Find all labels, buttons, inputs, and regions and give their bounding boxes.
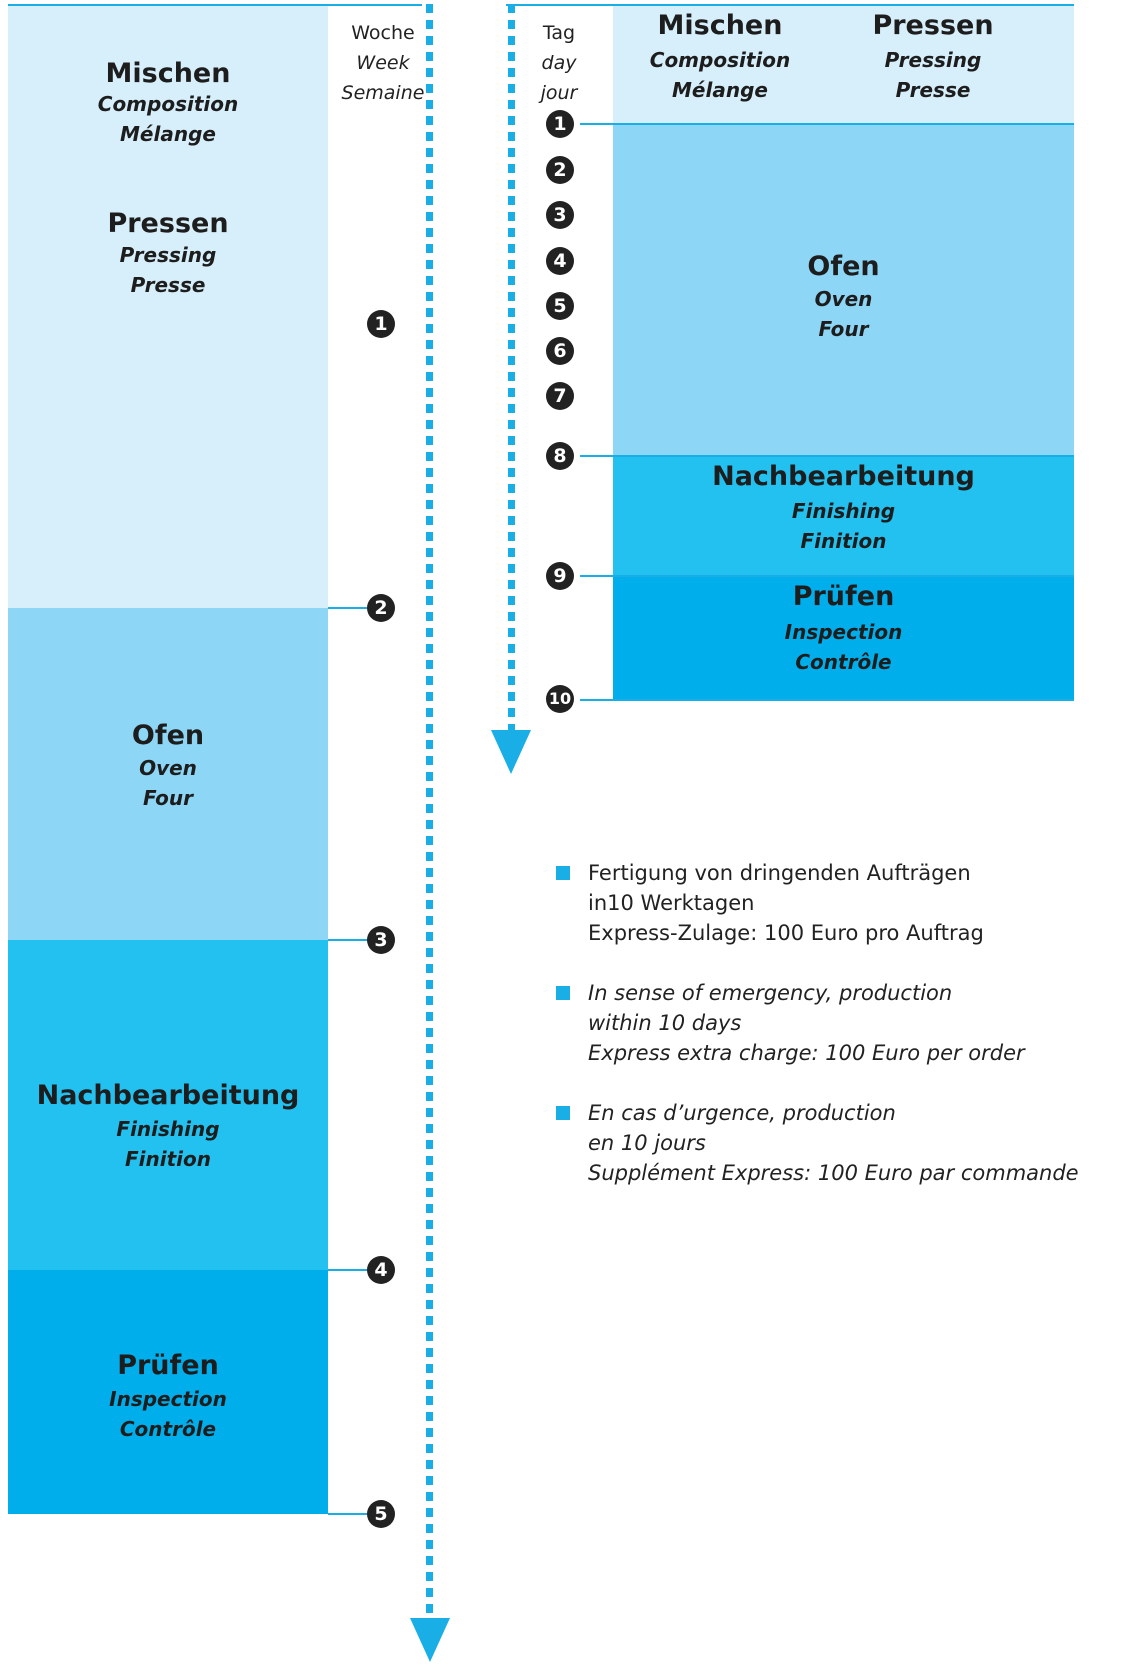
right-marker-8: 8 [546, 442, 574, 470]
left-finishing-fr: Finition [124, 1147, 211, 1171]
right-oven-fr: Four [818, 317, 869, 341]
right-press-title: Pressen [872, 10, 994, 41]
note-fr-line1: En cas d’urgence, production [588, 1101, 896, 1125]
left-connector-3 [328, 939, 368, 941]
left-inspection-fr: Contrôle [119, 1417, 217, 1441]
right-axis-label [528, 18, 590, 108]
right-axis-de: Tag [542, 22, 576, 44]
left-marker-2: 2 [367, 594, 395, 622]
left-oven-en: Oven [139, 756, 197, 780]
left-inspection-title: Prüfen [117, 1350, 219, 1381]
right-marker-3: 3 [546, 201, 574, 229]
left-mix-fr: Mélange [120, 122, 216, 146]
right-mix-block [613, 6, 827, 124]
right-oven-en: Oven [814, 287, 873, 311]
right-marker-2: 2 [546, 156, 574, 184]
right-finishing-fr: Finition [800, 529, 887, 553]
left-mix-title: Mischen [105, 58, 231, 89]
right-axis-fr: jour [540, 82, 578, 104]
left-oven-fr: Four [143, 786, 193, 810]
right-inspection-fr: Contrôle [795, 650, 892, 674]
right-marker-7: 7 [546, 382, 574, 410]
left-marker-5: 5 [367, 1500, 395, 1528]
note-de-line3: Express-Zulage: 100 Euro pro Auftrag [588, 921, 984, 945]
right-finishing-title: Nachbearbeitung [712, 461, 975, 492]
left-press-en: Pressing [119, 243, 217, 267]
left-band-inspection [8, 1270, 328, 1514]
left-connector-5 [328, 1513, 368, 1515]
note-fr-line2: en 10 jours [588, 1131, 706, 1155]
left-connector-2 [328, 607, 368, 609]
right-axis-arrow [491, 730, 531, 774]
left-axis-fr: Semaine [341, 82, 425, 104]
bullet-square-icon [556, 866, 570, 880]
right-finishing-en: Finishing [791, 499, 896, 523]
left-axis-en: Week [356, 52, 410, 74]
note-fr-line3: Supplément Express: 100 Euro par commande [588, 1161, 1079, 1185]
right-mix-fr: Mélange [672, 78, 768, 102]
right-marker-6: 6 [546, 337, 574, 365]
left-connector-4 [328, 1269, 368, 1271]
left-marker-4: 4 [367, 1256, 395, 1284]
left-press-title: Pressen [107, 208, 229, 239]
right-band-inspection [613, 577, 1074, 700]
left-band-finishing [8, 940, 328, 1270]
right-mix-title: Mischen [657, 10, 783, 41]
note-en-line2: within 10 days [588, 1011, 742, 1035]
right-marker-1: 1 [546, 110, 574, 138]
left-inspection-en: Inspection [109, 1387, 227, 1411]
left-marker-1: 1 [367, 310, 395, 338]
right-band-mix-press [613, 6, 1074, 124]
note-en-line1: In sense of emergency, production [588, 981, 953, 1005]
right-inspection-en: Inspection [784, 620, 903, 644]
right-press-block [827, 6, 1039, 124]
bullet-square-icon [556, 1106, 570, 1120]
left-oven-title: Ofen [131, 720, 205, 751]
left-finishing-title: Nachbearbeitung [36, 1080, 300, 1111]
note-de-line2: in10 Werktagen [588, 891, 755, 915]
left-press-fr: Presse [130, 273, 206, 297]
note-en [588, 978, 1108, 1068]
note-fr [588, 1098, 1108, 1188]
bullet-square-icon [556, 986, 570, 1000]
left-axis-de: Woche [351, 22, 415, 44]
right-press-en: Pressing [884, 48, 982, 72]
left-axis-label [338, 18, 428, 108]
left-mix-en: Composition [97, 92, 239, 116]
left-axis-line [426, 4, 433, 1616]
right-line-10 [580, 699, 1074, 701]
right-axis-en: day [541, 52, 577, 74]
left-band-mix-press [8, 6, 328, 608]
right-marker-9: 9 [546, 562, 574, 590]
right-band-oven [613, 125, 1074, 456]
right-mix-en: Composition [649, 48, 791, 72]
right-marker-4: 4 [546, 247, 574, 275]
left-axis-arrow [410, 1618, 450, 1662]
right-marker-5: 5 [546, 292, 574, 320]
left-marker-3: 3 [367, 926, 395, 954]
right-press-fr: Presse [895, 78, 971, 102]
notes-list [588, 858, 1108, 1218]
note-en-line3: Express extra charge: 100 Euro per order [588, 1041, 1025, 1065]
right-oven-title: Ofen [807, 251, 880, 282]
note-de-line1: Fertigung von dringenden Aufträgen [588, 861, 971, 885]
left-finishing-en: Finishing [116, 1117, 220, 1141]
right-marker-10: 10 [546, 685, 574, 713]
right-inspection-title: Prüfen [792, 581, 895, 612]
right-band-finishing [613, 457, 1074, 576]
note-de [588, 858, 1108, 948]
right-axis-line [508, 4, 515, 730]
left-band-oven [8, 608, 328, 940]
